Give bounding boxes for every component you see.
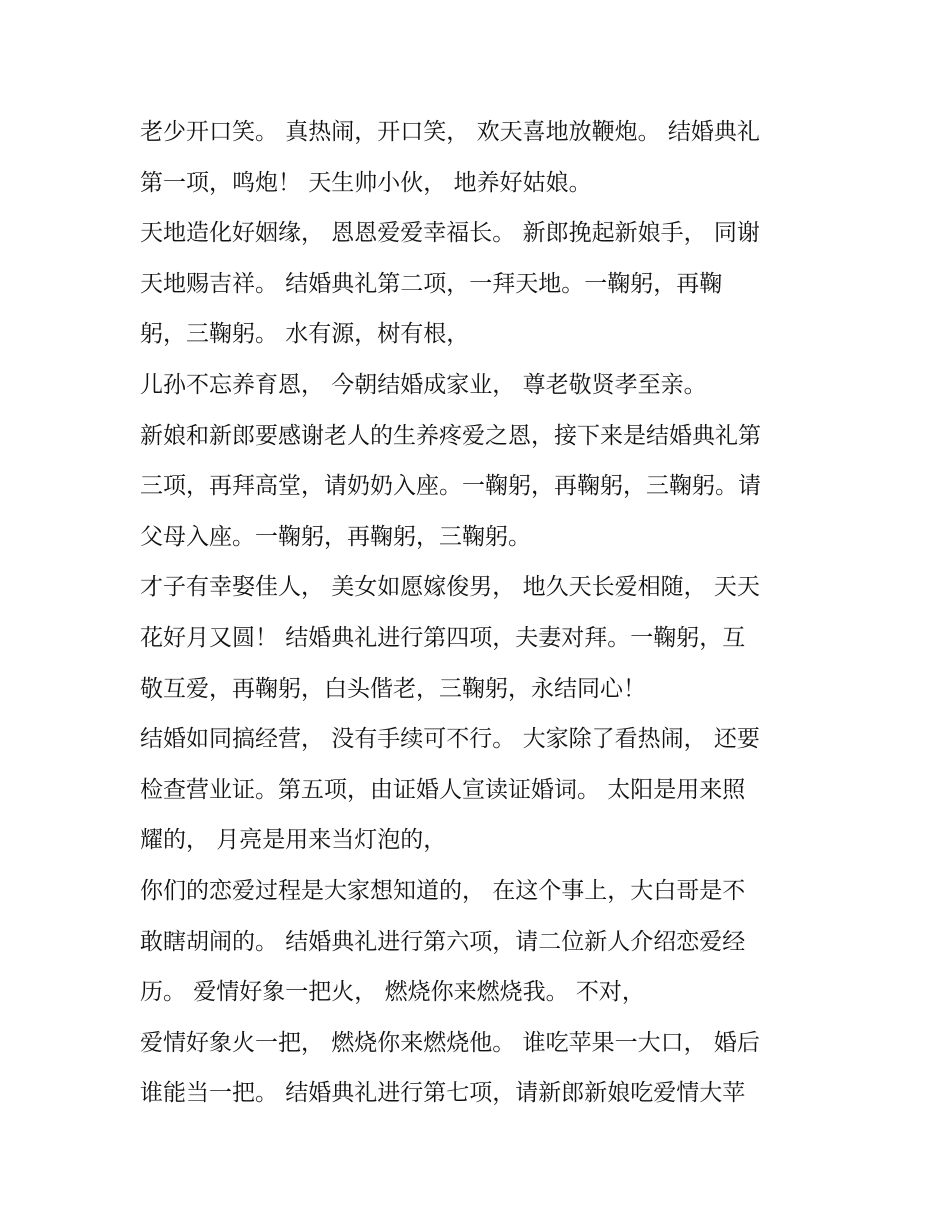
text-line: 爱情好象火一把， 燃烧你来燃烧他。 谁吃苹果一大口， 婚后 xyxy=(140,1029,760,1056)
text-line: 历。 爱情好象一把火， 燃烧你来燃烧我。 不对， xyxy=(140,979,645,1006)
text-line: 躬，三鞠躬。 水有源，树有根， xyxy=(140,321,470,348)
text-line: 第一项，鸣炮！ 天生帅小伙， 地养好姑娘。 xyxy=(140,169,592,196)
text-line: 检查营业证。第五项，由证婚人宣读证婚词。 太阳是用来照 xyxy=(140,776,746,803)
text-line: 父母入座。一鞠躬，再鞠躬，三鞠躬。 xyxy=(140,523,531,550)
text-line: 谁能当一把。 结婚典礼进行第七项，请新郎新娘吃爱情大苹 xyxy=(140,1080,746,1107)
text-line: 新娘和新郎要感谢老人的生养疼爱之恩，接下来是结婚典礼第 xyxy=(140,422,761,449)
text-line: 结婚如同搞经营， 没有手续可不行。 大家除了看热闹， 还要 xyxy=(140,726,760,753)
text-line: 老少开口笑。 真热闹，开口笑， 欢天喜地放鞭炮。 结婚典礼 xyxy=(140,119,760,145)
text-line: 耀的， 月亮是用来当灯泡的， xyxy=(140,827,447,854)
text-line: 天地造化好姻缘， 恩恩爱爱幸福长。 新郎挽起新娘手， 同谢 xyxy=(140,220,760,247)
text-line: 儿孙不忘养育恩， 今朝结婚成家业， 尊老敬贤孝至亲。 xyxy=(140,371,707,398)
text-line: 花好月又圆！ 结婚典礼进行第四项，夫妻对拜。一鞠躬，互 xyxy=(140,624,746,651)
body-text xyxy=(140,107,830,1119)
text-line: 才子有幸娶佳人， 美女如愿嫁俊男， 地久天长爱相随， 天天 xyxy=(140,574,760,601)
text-line: 三项，再拜高堂，请奶奶入座。一鞠躬，再鞠躬，三鞠躬。请 xyxy=(140,473,761,500)
text-line: 敬互爱，再鞠躬，白头偕老，三鞠躬，永结同心！ xyxy=(140,675,646,702)
text-line: 敢瞎胡闹的。 结婚典礼进行第六项，请二位新人介绍恋爱经 xyxy=(140,928,746,955)
text-line: 你们的恋爱过程是大家想知道的， 在这个事上，大白哥是不 xyxy=(140,877,746,904)
text-line: 天地赐吉祥。 结婚典礼第二项，一拜天地。一鞠躬，再鞠 xyxy=(140,270,723,297)
